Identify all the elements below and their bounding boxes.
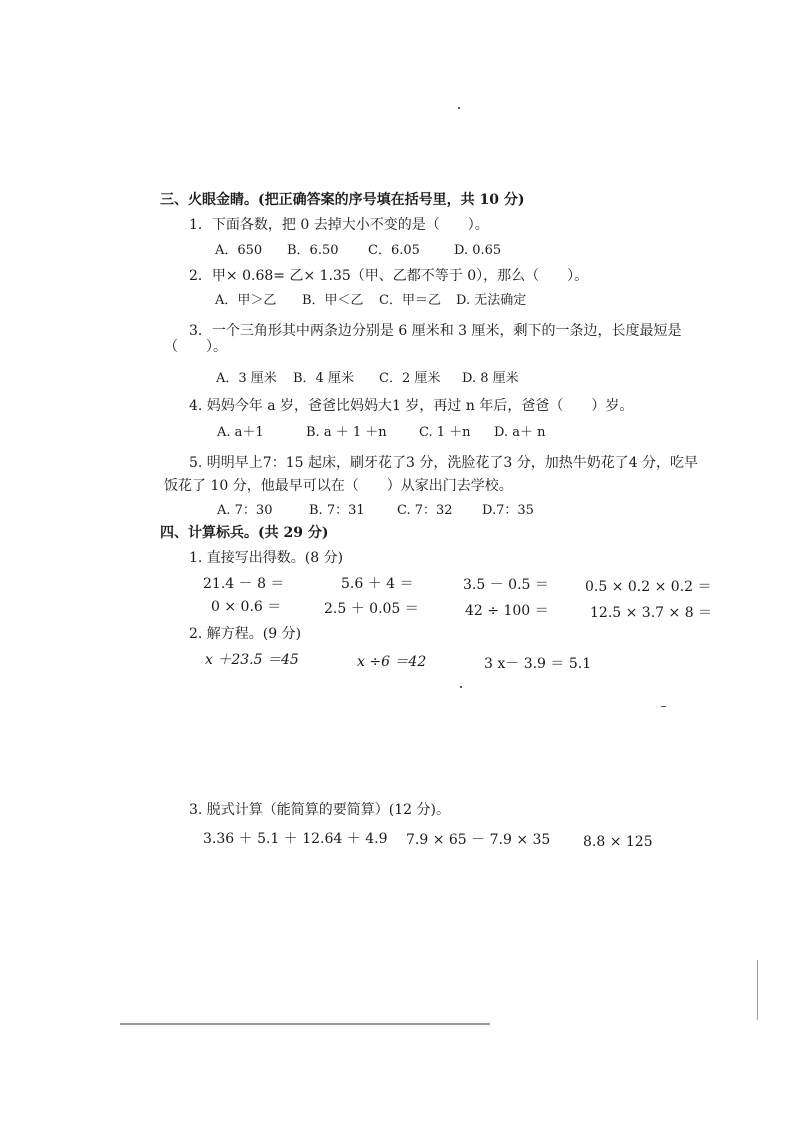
scan-speck xyxy=(661,706,666,707)
question-3-stem-continued: （ ）。 xyxy=(164,339,227,355)
calc-item: 0.5 × 0.2 × 0.2 ＝ xyxy=(585,579,712,595)
scan-speck xyxy=(460,686,462,688)
question-5-option-c: C. 7：32 xyxy=(397,503,453,518)
part-1-title: 1. 直接写出得数。(8 分) xyxy=(189,550,344,566)
question-1-option-b: B．6.50 xyxy=(287,243,339,258)
part-3-title: 3. 脱式计算（能简算的要简算）(12 分)。 xyxy=(189,802,450,818)
question-1-option-a: A．650 xyxy=(215,243,263,258)
question-3-option-c: C．2 厘米 xyxy=(379,371,441,386)
expression-item: 8.8 × 125 xyxy=(583,834,653,850)
calc-item: 42 ÷ 100 ＝ xyxy=(465,603,549,619)
section-3-heading: 三、火眼金睛。(把正确答案的序号填在括号里，共 10 分) xyxy=(160,192,525,208)
question-3-option-b: B．4 厘米 xyxy=(293,371,354,386)
scan-speck xyxy=(458,107,460,109)
scan-edge-line xyxy=(120,1023,490,1025)
question-4-stem: 4. 妈妈今年 a 岁，爸爸比妈妈大1 岁，再过 n 年后，爸爸（ ）岁。 xyxy=(189,398,634,414)
question-3-stem: 3．一个三角形其中两条边分别是 6 厘米和 3 厘米，剩下的一条边，长度最短是 xyxy=(189,323,682,339)
part-2-title: 2. 解方程。(9 分) xyxy=(189,626,302,642)
equation-item: x ÷6 ＝42 xyxy=(357,654,427,670)
question-5-stem-continued: 饭花了 10 分，他最早可以在（ ）从家出门去学校。 xyxy=(164,478,513,494)
section-4-heading: 四、计算标兵。(共 29 分) xyxy=(160,525,329,541)
equation-item: x ＋23.5 ＝45 xyxy=(205,652,299,668)
expression-item: 7.9 × 65 － 7.9 × 35 xyxy=(406,832,551,848)
question-2-stem: 2．甲× 0.68= 乙× 1.35（甲、乙都不等于 0），那么（ ）。 xyxy=(189,268,589,284)
question-4-option-a: A. a＋1 xyxy=(217,425,264,440)
question-2-option-a: A．甲＞乙 xyxy=(215,293,277,308)
question-1-option-c: C．6.05 xyxy=(368,243,420,258)
question-3-option-d: D. 8 厘米 xyxy=(462,371,519,386)
scan-edge-line xyxy=(757,960,758,1020)
question-1-stem: 1．下面各数，把 0 去掉大小不变的是（ ）。 xyxy=(189,217,489,233)
question-4-option-d: D. a＋ n xyxy=(494,425,546,440)
question-1-option-d: D. 0.65 xyxy=(454,243,502,258)
question-2-option-b: B．甲＜乙 xyxy=(302,293,364,308)
calc-item: 12.5 × 3.7 × 8 ＝ xyxy=(590,605,713,621)
calc-item: 0 × 0.6 ＝ xyxy=(211,599,282,615)
calc-item: 21.4 － 8 ＝ xyxy=(203,576,285,592)
question-2-option-c: C．甲＝乙 xyxy=(379,293,441,308)
question-5-stem: 5. 明明早上7：15 起床，刷牙花了3 分，洗脸花了3 分，加热牛奶花了4 分，吃早 xyxy=(189,455,699,471)
question-3-option-a: A．3 厘米 xyxy=(216,371,277,386)
question-5-option-b: B. 7：31 xyxy=(309,503,365,518)
question-2-option-d: D. 无法确定 xyxy=(456,293,527,308)
question-4-option-b: B. a ＋ 1 ＋n xyxy=(306,425,387,440)
expression-item: 3.36 ＋ 5.1 ＋ 12.64 ＋ 4.9 xyxy=(203,831,388,847)
question-5-option-d: D.7：35 xyxy=(482,503,534,518)
equation-item: 3 x－ 3.9 ＝ 5.1 xyxy=(484,656,592,672)
calc-item: 5.6 ＋ 4 ＝ xyxy=(341,576,414,592)
calc-item: 3.5 － 0.5 ＝ xyxy=(463,577,549,593)
question-5-option-a: A. 7：30 xyxy=(217,503,273,518)
question-4-option-c: C. 1 ＋n xyxy=(419,425,471,440)
calc-item: 2.5 ＋ 0.05 ＝ xyxy=(324,601,419,617)
